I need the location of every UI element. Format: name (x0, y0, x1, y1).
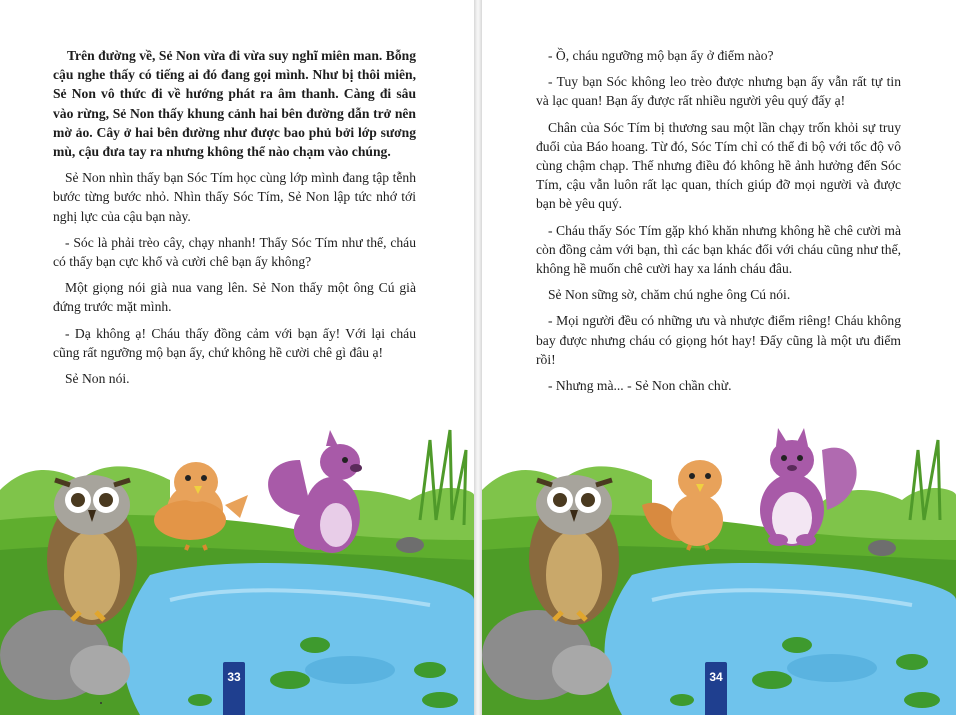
paragraph: - Sóc là phải trèo cây, chạy nhanh! Thấy Sóc Tím như thế, cháu có thấy bạn cực khổ và cười chê bạn ấy không? (53, 234, 416, 270)
right-page-text (536, 46, 901, 402)
print-dot (100, 702, 102, 704)
owl-character (47, 475, 137, 625)
paragraph: - Ồ, cháu ngưỡng mộ bạn ấy ở điểm nào? (548, 48, 774, 63)
book-gutter (474, 0, 482, 715)
page-number: 33 (223, 662, 245, 715)
paragraph: Sẻ Non sững sờ, chăm chú nghe ông Cú nói. (548, 287, 791, 303)
owl-character (529, 475, 619, 625)
paragraph: - Cháu thấy Sóc Tím gặp khó khăn nhưng không hề chê cười mà còn đồng cảm với bạn, thì các bạn khác đối với cháu cũng như thế, không hề muốn chê cười hay xa lánh cháu đâu. (536, 222, 901, 277)
paragraph: - Mọi người đều có những ưu và nhược điểm riêng! Cháu không bay được nhưng cháu có giọng hót hay! Đấy cũng là một ưu điểm rồi! (536, 313, 901, 367)
paragraph: Sẻ Non nhìn thấy bạn Sóc Tím học cùng lớp mình đang tập tễnh bước từng bước nhỏ. Nhìn thấy Sóc Tím, Sẻ Non lập tức nhớ tới nghị lực của cậu bạn này. (53, 170, 416, 224)
left-page (0, 0, 474, 715)
left-page-text (53, 46, 416, 395)
paragraph: - Tuy bạn Sóc không leo trèo được nhưng bạn ấy vẫn rất tự tin và lạc quan! Bạn ấy được rất nhiều người yêu quý đấy ạ! (536, 74, 901, 109)
paragraph: Sẻ Non nói. (65, 371, 130, 387)
paragraph: Trên đường về, Sẻ Non vừa đi vừa suy nghĩ miên man. Bỗng cậu nghe thấy có tiếng ai đó đang gọi mình. Như bị thôi miên, Sẻ Non vô thức đi về hướng phát ra âm thanh. Càng đi sâu vào rừng, Sẻ Non thấy khung cảnh hai bên đường dẫn trở nên mờ ảo. Cây ở hai bên đường như được bao phủ bởi lớp sương mù, cậu đưa tay ra nhưng không thể nào chạm vào chúng. (53, 48, 416, 160)
pond (605, 563, 957, 715)
pond (123, 563, 475, 715)
page-number: 34 (705, 662, 727, 715)
right-page (482, 0, 956, 715)
paragraph: - Nhưng mà... - Sẻ Non chần chừ. (548, 378, 732, 394)
paragraph: Một giọng nói già nua vang lên. Sẻ Non thấy một ông Cú già đứng trước mặt mình. (53, 280, 416, 315)
paragraph: - Dạ không ạ! Cháu thấy đồng cảm với bạn ấy! Với lại cháu cũng rất ngưỡng mộ bạn ấy, chứ không hề cười chê gì đâu ạ! (53, 325, 416, 360)
paragraph: Chân của Sóc Tím bị thương sau một lần chạy trốn khỏi sự truy đuổi của Báo hoang. Từ đó, Sóc Tím chỉ có thể đi bộ với tốc độ vô cùng chậm chạp. Thế nhưng điều đó không hề ảnh hưởng đến Sóc Tím, cậu vẫn luôn rất lạc quan, thích giúp đỡ mọi người và được bạn bè yêu quý. (536, 119, 901, 212)
